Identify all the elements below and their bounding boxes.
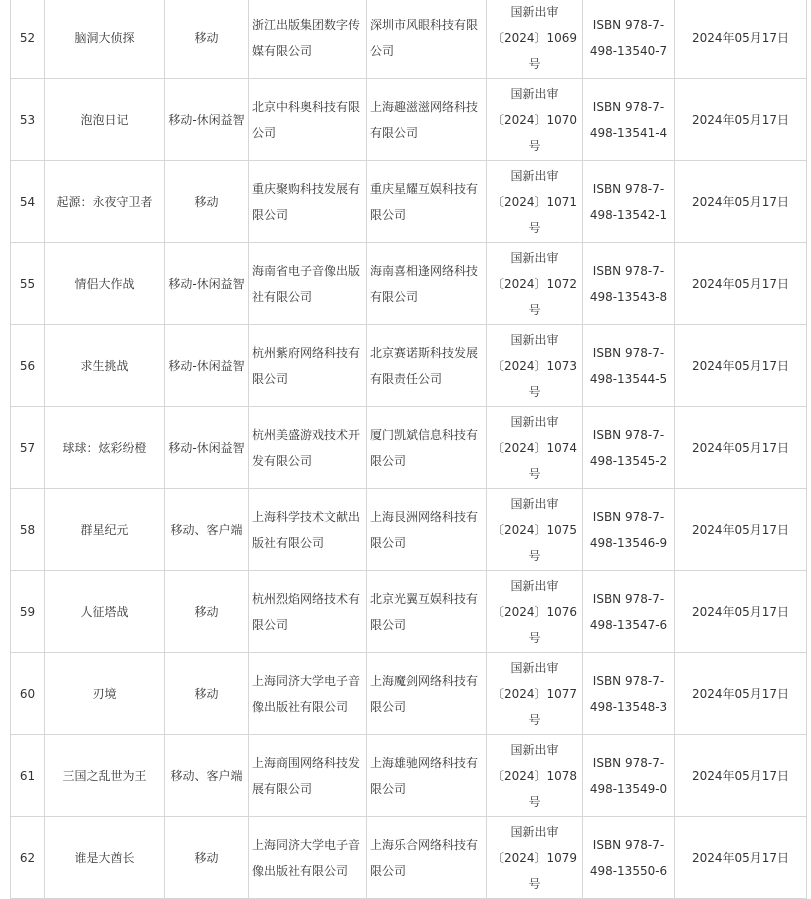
approval-text: 国新出审 xyxy=(510,496,559,511)
publisher xyxy=(249,489,367,571)
category-text: 移动-休闲益智 xyxy=(168,112,245,127)
date-text: 2024年05月17日 xyxy=(691,604,790,619)
game-category xyxy=(165,0,249,79)
table-row xyxy=(11,79,807,161)
approval-text: 国新出审 xyxy=(510,824,559,839)
game-category xyxy=(165,79,249,161)
row-number xyxy=(11,571,45,653)
publisher xyxy=(249,407,367,489)
approval-text: 国新出审 xyxy=(510,332,559,347)
isbn xyxy=(583,0,675,79)
publisher xyxy=(249,817,367,899)
isbn xyxy=(583,161,675,243)
approval-date xyxy=(675,325,807,407)
no-text: 53 xyxy=(19,112,36,127)
name-text: 球球：炫彩纷橙 xyxy=(62,440,147,455)
table-row xyxy=(11,243,807,325)
operator-text: 北京光翼互娱科技有限公司 xyxy=(370,591,479,632)
name-text: 人征塔战 xyxy=(80,604,129,619)
table-row xyxy=(11,735,807,817)
approval-text: 国新出审 xyxy=(510,86,559,101)
isbn-text: ISBN 978-7- xyxy=(592,181,665,196)
game-category xyxy=(165,817,249,899)
row-number xyxy=(11,817,45,899)
approval-text: 国新出审 xyxy=(510,4,559,19)
date-text: 2024年05月17日 xyxy=(691,276,790,291)
operator xyxy=(367,161,487,243)
publisher xyxy=(249,243,367,325)
row-number xyxy=(11,735,45,817)
approval-text: 〔2024〕1073 xyxy=(491,358,578,373)
publisher-text: 上海同济大学电子音像出版社有限公司 xyxy=(252,673,361,714)
table-row xyxy=(11,653,807,735)
category-text: 移动-休闲益智 xyxy=(168,276,245,291)
isbn xyxy=(583,79,675,161)
table-row xyxy=(11,325,807,407)
date-text: 2024年05月17日 xyxy=(691,850,790,865)
name-text: 情侣大作战 xyxy=(74,276,135,291)
publisher xyxy=(249,735,367,817)
operator-text: 北京赛诺斯科技发展有限责任公司 xyxy=(370,345,479,386)
table-row xyxy=(11,489,807,571)
approval-text: 〔2024〕1070 xyxy=(491,112,578,127)
operator-text: 上海魔剑网络科技有限公司 xyxy=(370,673,479,714)
isbn-text: ISBN 978-7- xyxy=(592,427,665,442)
approval-text: 国新出审 xyxy=(510,414,559,429)
row-number xyxy=(11,325,45,407)
game-category xyxy=(165,653,249,735)
no-text: 55 xyxy=(19,276,36,291)
name-text: 谁是大酋长 xyxy=(74,850,135,865)
approval-text: 国新出审 xyxy=(510,168,559,183)
name-text: 起源：永夜守卫者 xyxy=(56,194,153,209)
approval-number xyxy=(487,79,583,161)
isbn-text: ISBN 978-7- xyxy=(592,17,665,32)
operator xyxy=(367,735,487,817)
row-number xyxy=(11,161,45,243)
isbn-text: ISBN 978-7- xyxy=(592,837,665,852)
approval-text: 〔2024〕1078 xyxy=(491,768,578,783)
approval-date xyxy=(675,817,807,899)
publisher xyxy=(249,79,367,161)
approval-date xyxy=(675,735,807,817)
table-row xyxy=(11,0,807,79)
table-row xyxy=(11,817,807,899)
operator-text: 海南喜相逢网络科技有限公司 xyxy=(370,263,479,304)
approval-number xyxy=(487,407,583,489)
approval-text: 〔2024〕1072 xyxy=(491,276,578,291)
publisher-text: 重庆聚购科技发展有限公司 xyxy=(252,181,361,222)
operator-text: 上海趣滋滋网络科技有限公司 xyxy=(370,99,479,140)
name-text: 求生挑战 xyxy=(80,358,129,373)
game-approval-table xyxy=(10,0,807,899)
publisher xyxy=(249,571,367,653)
category-text: 移动-休闲益智 xyxy=(168,358,245,373)
game-name xyxy=(45,817,165,899)
table-row xyxy=(11,407,807,489)
approval-text: 〔2024〕1075 xyxy=(491,522,578,537)
date-text: 2024年05月17日 xyxy=(691,112,790,127)
isbn xyxy=(583,817,675,899)
isbn-text: 498-13540-7 xyxy=(589,43,668,58)
category-text: 移动 xyxy=(194,194,219,209)
no-text: 60 xyxy=(19,686,36,701)
date-text: 2024年05月17日 xyxy=(691,522,790,537)
no-text: 61 xyxy=(19,768,36,783)
approval-text: 〔2024〕1079 xyxy=(491,850,578,865)
isbn xyxy=(583,489,675,571)
game-name xyxy=(45,407,165,489)
no-text: 56 xyxy=(19,358,36,373)
isbn-text: 498-13545-2 xyxy=(589,453,668,468)
isbn xyxy=(583,407,675,489)
isbn-text: 498-13543-8 xyxy=(589,289,668,304)
game-name xyxy=(45,653,165,735)
isbn-text: ISBN 978-7- xyxy=(592,509,665,524)
approval-date xyxy=(675,407,807,489)
operator xyxy=(367,243,487,325)
publisher xyxy=(249,0,367,79)
category-text: 移动 xyxy=(194,30,219,45)
approval-number xyxy=(487,817,583,899)
operator xyxy=(367,489,487,571)
approval-text: 国新出审 xyxy=(510,742,559,757)
publisher-text: 杭州烈焰网络技术有限公司 xyxy=(252,591,361,632)
approval-text: 号 xyxy=(528,220,541,235)
game-category xyxy=(165,571,249,653)
row-number xyxy=(11,407,45,489)
isbn xyxy=(583,653,675,735)
row-number xyxy=(11,653,45,735)
no-text: 59 xyxy=(19,604,36,619)
isbn-text: ISBN 978-7- xyxy=(592,755,665,770)
approval-number xyxy=(487,243,583,325)
operator xyxy=(367,817,487,899)
game-name xyxy=(45,161,165,243)
name-text: 群星纪元 xyxy=(80,522,129,537)
game-category xyxy=(165,243,249,325)
publisher xyxy=(249,161,367,243)
game-name xyxy=(45,489,165,571)
approval-date xyxy=(675,0,807,79)
approval-date xyxy=(675,653,807,735)
approval-number xyxy=(487,571,583,653)
game-name xyxy=(45,0,165,79)
category-text: 移动 xyxy=(194,604,219,619)
name-text: 脑洞大侦探 xyxy=(74,30,135,45)
publisher-text: 海南省电子音像出版社有限公司 xyxy=(252,263,361,304)
approval-text: 号 xyxy=(528,466,541,481)
row-number xyxy=(11,243,45,325)
approval-text: 号 xyxy=(528,56,541,71)
isbn-text: ISBN 978-7- xyxy=(592,673,665,688)
operator xyxy=(367,0,487,79)
category-text: 移动 xyxy=(194,686,219,701)
approval-text: 〔2024〕1074 xyxy=(491,440,578,455)
approval-text: 号 xyxy=(528,302,541,317)
isbn-text: 498-13547-6 xyxy=(589,617,668,632)
approval-text: 号 xyxy=(528,138,541,153)
operator xyxy=(367,79,487,161)
operator-text: 上海乐合网络科技有限公司 xyxy=(370,837,479,878)
approval-text: 国新出审 xyxy=(510,660,559,675)
table-row xyxy=(11,161,807,243)
approval-text: 国新出审 xyxy=(510,578,559,593)
isbn-text: ISBN 978-7- xyxy=(592,263,665,278)
no-text: 62 xyxy=(19,850,36,865)
game-name xyxy=(45,243,165,325)
publisher-text: 上海科学技术文献出版社有限公司 xyxy=(252,509,361,550)
approval-text: 号 xyxy=(528,712,541,727)
operator xyxy=(367,571,487,653)
isbn-text: 498-13541-4 xyxy=(589,125,668,140)
game-name xyxy=(45,735,165,817)
publisher-text: 北京中科奥科技有限公司 xyxy=(252,99,361,140)
isbn xyxy=(583,571,675,653)
isbn-text: ISBN 978-7- xyxy=(592,99,665,114)
date-text: 2024年05月17日 xyxy=(691,30,790,45)
isbn-text: 498-13549-0 xyxy=(589,781,668,796)
approval-text: 号 xyxy=(528,384,541,399)
game-category xyxy=(165,735,249,817)
game-category xyxy=(165,489,249,571)
game-name xyxy=(45,79,165,161)
approval-number xyxy=(487,0,583,79)
approval-text: 〔2024〕1069 xyxy=(491,30,578,45)
isbn-text: 498-13550-6 xyxy=(589,863,668,878)
name-text: 三国之乱世为王 xyxy=(62,768,147,783)
isbn-text: 498-13542-1 xyxy=(589,207,668,222)
operator-text: 上海艮洲网络科技有限公司 xyxy=(370,509,479,550)
approval-number xyxy=(487,325,583,407)
name-text: 刃境 xyxy=(92,686,117,701)
publisher-text: 上海同济大学电子音像出版社有限公司 xyxy=(252,837,361,878)
category-text: 移动 xyxy=(194,850,219,865)
operator-text: 上海雄驰网络科技有限公司 xyxy=(370,755,479,796)
date-text: 2024年05月17日 xyxy=(691,194,790,209)
approval-text: 国新出审 xyxy=(510,250,559,265)
publisher-text: 浙江出版集团数字传媒有限公司 xyxy=(252,17,361,58)
row-number xyxy=(11,0,45,79)
approval-date xyxy=(675,243,807,325)
date-text: 2024年05月17日 xyxy=(691,440,790,455)
game-name xyxy=(45,325,165,407)
operator xyxy=(367,325,487,407)
approval-text: 〔2024〕1077 xyxy=(491,686,578,701)
row-number xyxy=(11,79,45,161)
name-text: 泡泡日记 xyxy=(80,112,129,127)
publisher xyxy=(249,653,367,735)
operator-text: 厦门凯斌信息科技有限公司 xyxy=(370,427,479,468)
row-number xyxy=(11,489,45,571)
date-text: 2024年05月17日 xyxy=(691,358,790,373)
no-text: 57 xyxy=(19,440,36,455)
operator xyxy=(367,407,487,489)
game-category xyxy=(165,325,249,407)
isbn xyxy=(583,735,675,817)
approval-text: 〔2024〕1071 xyxy=(491,194,578,209)
game-name xyxy=(45,571,165,653)
isbn xyxy=(583,243,675,325)
no-text: 58 xyxy=(19,522,36,537)
operator-text: 深圳市风眼科技有限公司 xyxy=(370,17,479,58)
date-text: 2024年05月17日 xyxy=(691,768,790,783)
date-text: 2024年05月17日 xyxy=(691,686,790,701)
table-body xyxy=(11,0,807,899)
isbn-text: 498-13546-9 xyxy=(589,535,668,550)
game-approval-table-wrapper xyxy=(10,0,807,899)
approval-date xyxy=(675,571,807,653)
publisher-text: 杭州美盛游戏技术开发有限公司 xyxy=(252,427,361,468)
approval-text: 号 xyxy=(528,876,541,891)
isbn-text: 498-13548-3 xyxy=(589,699,668,714)
isbn xyxy=(583,325,675,407)
approval-text: 号 xyxy=(528,548,541,563)
publisher-text: 上海商围网络科技发展有限公司 xyxy=(252,755,361,796)
approval-text: 〔2024〕1076 xyxy=(491,604,578,619)
category-text: 移动-休闲益智 xyxy=(168,440,245,455)
isbn-text: ISBN 978-7- xyxy=(592,345,665,360)
no-text: 54 xyxy=(19,194,36,209)
operator-text: 重庆星耀互娱科技有限公司 xyxy=(370,181,479,222)
approval-date xyxy=(675,489,807,571)
no-text: 52 xyxy=(19,30,36,45)
approval-number xyxy=(487,489,583,571)
category-text: 移动、客户端 xyxy=(170,768,243,783)
approval-text: 号 xyxy=(528,794,541,809)
approval-number xyxy=(487,161,583,243)
approval-number xyxy=(487,735,583,817)
approval-date xyxy=(675,161,807,243)
isbn-text: 498-13544-5 xyxy=(589,371,668,386)
publisher xyxy=(249,325,367,407)
approval-number xyxy=(487,653,583,735)
game-category xyxy=(165,161,249,243)
operator xyxy=(367,653,487,735)
approval-text: 号 xyxy=(528,630,541,645)
category-text: 移动、客户端 xyxy=(170,522,243,537)
isbn-text: ISBN 978-7- xyxy=(592,591,665,606)
approval-date xyxy=(675,79,807,161)
table-row xyxy=(11,571,807,653)
publisher-text: 杭州紫府网络科技有限公司 xyxy=(252,345,361,386)
game-category xyxy=(165,407,249,489)
